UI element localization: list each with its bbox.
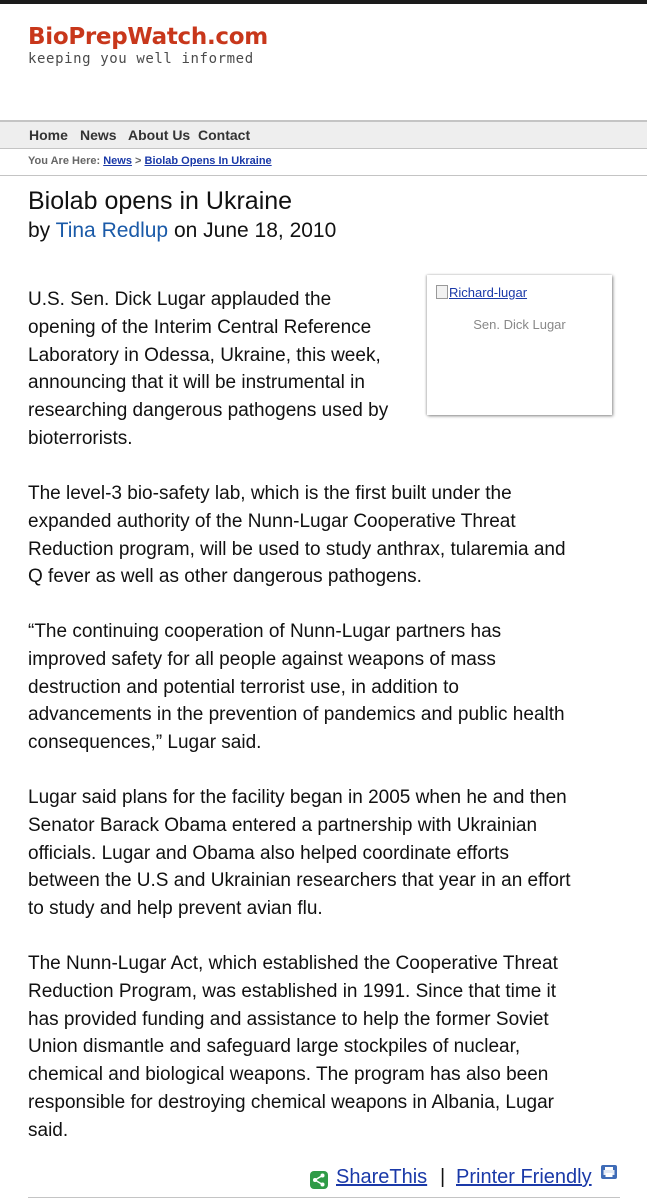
breadcrumb-current-link[interactable]: Biolab Opens In Ukraine [144,155,272,167]
article-paragraph: U.S. Sen. Dick Lugar applauded the opening of the Interim Central Reference Laboratory in Odessa, Ukraine, this week, announcing that it will be instrumental in researching dangerous pathogens used by bioterrorists. [28,289,389,449]
breadcrumb-divider [0,175,647,176]
share-this-link[interactable]: ShareThis [336,1166,428,1188]
article-paragraph: The Nunn-Lugar Act, which established the Cooperative Threat Reduction Program, was established in 1991. Since that time it has provided funding and assistance to help the former Soviet Union dismantle and safeguard large stockpiles of nuclear, chemical and biological weapons. The program has also been responsible for destroying chemical weapons in Albania, Lugar said. [28,953,558,1141]
share-this-wrapper [336,1166,427,1189]
printer-icon[interactable] [601,1165,617,1179]
footer-divider-line [28,1197,620,1198]
article-image-link[interactable] [436,285,527,300]
top-bar [0,0,647,4]
image-caption: Sen. Dick Lugar [473,317,566,332]
article-image-box [427,275,612,415]
article-paragraph: The level-3 bio-safety lab, which is the first built under the expanded authority of the Nunn-Lugar Cooperative Threat Reduction program, will be used to study anthrax, tularemia and Q fever as well as other dangerous pathogens. [28,483,566,588]
article-byline [28,217,336,245]
main-nav [0,120,647,149]
nav-item-home[interactable]: Home [29,127,68,143]
printer-friendly-wrapper [456,1166,592,1189]
article-image-alt: Richard-lugar [449,285,528,300]
footer-divider: | [440,1166,446,1188]
nav-item-news[interactable]: News [80,127,117,143]
byline-prefix: by [28,219,51,242]
site-tagline: keeping you well informed [28,51,254,67]
article-title: Biolab opens in Ukraine [28,187,293,215]
nav-item-contact[interactable]: Contact [198,127,251,143]
broken-image-icon [436,285,448,299]
printer-friendly-link[interactable]: Printer Friendly [456,1166,592,1188]
article-paragraph: “The continuing cooperation of Nunn-Lugar partners has improved safety for all people against weapons of mass destruction and potential terrorist use, in addition to advancements in the prevention of pandemics and public health consequences,” Lugar said. [28,621,565,754]
site-logo[interactable] [28,24,268,67]
site-name: BioPrepWatch.com [28,24,268,50]
byline-on: on [173,219,198,242]
share-icon[interactable] [310,1171,328,1189]
article-paragraph: Lugar said plans for the facility began in 2005 when he and then Senator Barack Obama entered a partnership with Ukrainian officials. Lugar and Obama also helped coordinate efforts between the U.S and Ukrainian researchers that year in an effort to study and help prevent avian flu. [28,787,571,920]
breadcrumb [28,155,272,167]
breadcrumb-prefix: You Are Here: [28,155,101,167]
author-link[interactable]: Tina Redlup [55,219,169,242]
article-date: June 18, 2010 [203,219,337,242]
breadcrumb-separator: > [135,155,142,167]
breadcrumb-news-link[interactable]: News [103,155,132,167]
nav-item-about-us[interactable]: About Us [128,127,191,143]
